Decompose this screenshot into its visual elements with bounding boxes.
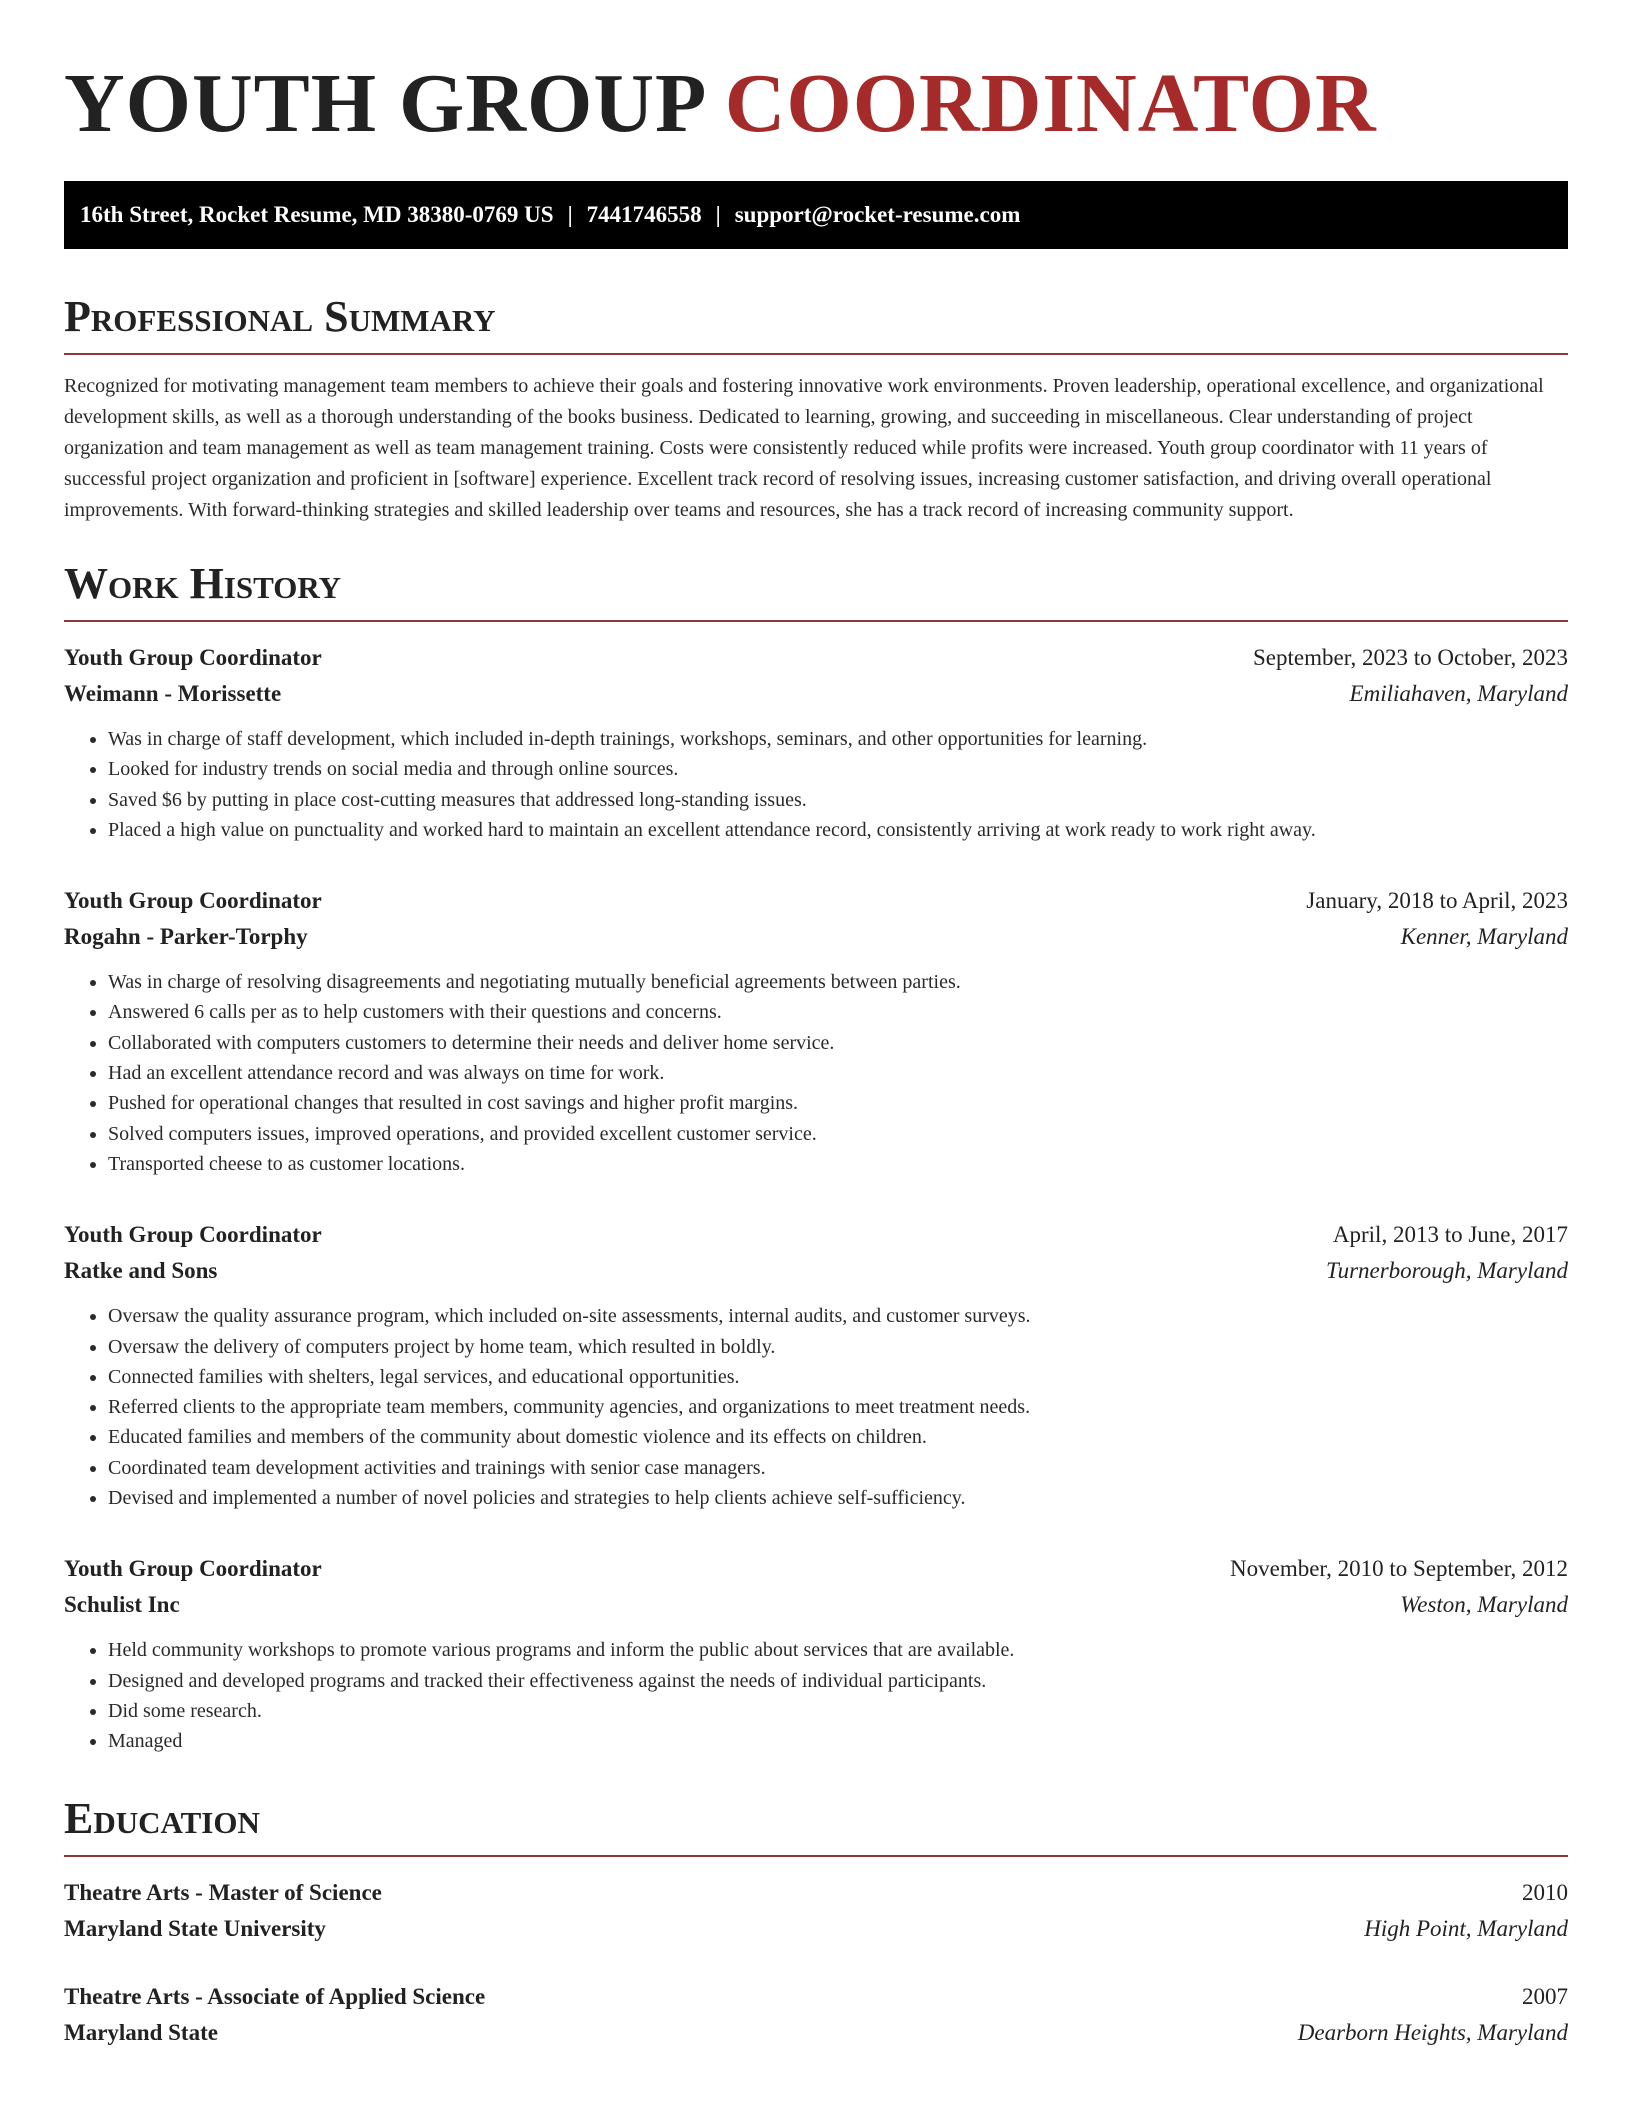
- education-degree-row: [64, 1979, 1568, 2015]
- summary-text: Recognized for motivating management team members to achieve their goals and fostering innovative work environments. Proven leadership, operational excellence, and organizational development skills, as well as a thorough understanding of the books business. Dedicated to learning, growing, and succeeding in miscellaneous. Clear understanding of project organization and team management as well as team management training. Costs were consistently reduced while profits were increased. Youth group coordinator with 11 years of successful project organization and proficient in [software] experience. Excellent track record of resolving issues, increasing customer satisfaction, and driving overall operational improvements. With forward-thinking strategies and skilled leadership over teams and resources, she has a track record of increasing community support.: [64, 375, 1544, 521]
- education-degree-row: [64, 1875, 1568, 1911]
- education-entry: [64, 1979, 1568, 2051]
- job-bullet: • Designed and developed programs and tracked their effectiveness against the needs of individual participants.: [108, 1666, 1568, 1696]
- job-bullets: [64, 724, 1568, 845]
- job-bullet: • Saved $6 by putting in place cost-cutting measures that addressed long-standing issues.: [108, 785, 1568, 815]
- work-history-section: [64, 558, 1568, 1757]
- job-bullet: • Did some research.: [108, 1696, 1568, 1726]
- job-company: Schulist Inc: [64, 1592, 180, 1618]
- job-bullet: • Devised and implemented a number of novel policies and strategies to help clients achieve self-sufficiency.: [108, 1483, 1568, 1513]
- job-bullet: • Coordinated team development activities and trainings with senior case managers.: [108, 1453, 1568, 1483]
- work-history-heading: Work History: [64, 558, 1568, 622]
- job-dates: April, 2013 to June, 2017: [1332, 1222, 1568, 1248]
- job-entry: [64, 1217, 1568, 1513]
- resume-title: [64, 0, 1568, 150]
- job-company-row: [64, 1253, 1568, 1289]
- job-dates: November, 2010 to September, 2012: [1230, 1556, 1568, 1582]
- job-entry: [64, 883, 1568, 1179]
- education-school-row: [64, 2015, 1568, 2051]
- job-bullet: • Pushed for operational changes that resulted in cost savings and higher profit margins.: [108, 1088, 1568, 1118]
- job-bullets: [64, 1635, 1568, 1756]
- education-school-row: [64, 1911, 1568, 1947]
- job-company: Weimann - Morissette: [64, 681, 282, 706]
- contact-phone: 7441746558: [586, 202, 702, 227]
- education-location: High Point, Maryland: [1364, 1915, 1568, 1941]
- job-header-row: [64, 640, 1568, 676]
- job-header-row: [64, 1217, 1568, 1253]
- contact-separator: |: [567, 202, 573, 227]
- job-title: Youth Group Coordinator: [64, 1222, 322, 1248]
- education-year: 2007: [1522, 1983, 1568, 2009]
- job-bullets: [64, 1301, 1568, 1513]
- job-bullet: • Educated families and members of the community about domestic violence and its effects on children.: [108, 1422, 1568, 1452]
- education-degree: Theatre Arts - Associate of Applied Science: [64, 1983, 486, 2009]
- job-bullet: • Answered 6 calls per as to help customers with their questions and concerns.: [108, 997, 1568, 1027]
- job-bullet: • Transported cheese to as customer locations.: [108, 1149, 1568, 1179]
- job-bullet: • Had an excellent attendance record and was always on time for work.: [108, 1058, 1568, 1088]
- job-bullet: • Managed: [108, 1726, 1568, 1756]
- job-bullet: • Referred clients to the appropriate team members, community agencies, and organizations to meet treatment needs.: [108, 1392, 1568, 1422]
- job-title: Youth Group Coordinator: [64, 1556, 322, 1582]
- job-bullet: • Looked for industry trends on social media and through online sources.: [108, 754, 1568, 784]
- job-bullet: • Was in charge of resolving disagreements and negotiating mutually beneficial agreements between parties.: [108, 967, 1568, 997]
- job-bullet: • Oversaw the delivery of computers project by home team, which resulted in boldly.: [108, 1332, 1568, 1362]
- education-location: Dearborn Heights, Maryland: [1297, 2019, 1568, 2045]
- job-bullet: • Was in charge of staff development, which included in-depth trainings, workshops, seminars, and other opportunities for learning.: [108, 724, 1568, 754]
- job-bullet: • Held community workshops to promote various programs and inform the public about services that are available.: [108, 1635, 1568, 1665]
- education-school: Maryland State: [64, 2019, 218, 2045]
- job-location: Turnerborough, Maryland: [1326, 1258, 1568, 1284]
- job-title: Youth Group Coordinator: [64, 645, 322, 670]
- job-dates: September, 2023 to October, 2023: [1253, 645, 1568, 670]
- job-bullet: • Connected families with shelters, legal services, and educational opportunities.: [108, 1362, 1568, 1392]
- job-entry: [64, 640, 1568, 845]
- job-header-row: [64, 883, 1568, 919]
- job-header-row: [64, 1551, 1568, 1587]
- education-school: Maryland State University: [64, 1915, 326, 1941]
- job-title: Youth Group Coordinator: [64, 888, 322, 914]
- summary-section: [64, 291, 1568, 526]
- title-part2: COORDINATOR: [724, 57, 1377, 150]
- job-bullet: • Oversaw the quality assurance program, which included on-site assessments, internal audits, and customer surveys.: [108, 1301, 1568, 1331]
- job-bullets: [64, 967, 1568, 1179]
- job-location: Emiliahaven, Maryland: [1349, 681, 1568, 706]
- title-part1: YOUTH GROUP: [64, 57, 703, 150]
- job-company: Ratke and Sons: [64, 1258, 218, 1284]
- education-heading: Education: [64, 1793, 1568, 1857]
- contact-separator: |: [715, 202, 721, 227]
- job-bullet: • Placed a high value on punctuality and worked hard to maintain an excellent attendance record, consistently arriving at work ready to work right away.: [108, 815, 1568, 845]
- job-location: Kenner, Maryland: [1400, 924, 1568, 950]
- summary-heading: Professional Summary: [64, 291, 1568, 355]
- job-bullet: • Collaborated with computers customers to determine their needs and deliver home service.: [108, 1028, 1568, 1058]
- job-company-row: [64, 919, 1568, 955]
- job-company: Rogahn - Parker-Torphy: [64, 924, 308, 950]
- education-degree: Theatre Arts - Master of Science: [64, 1879, 382, 1905]
- job-company-row: [64, 1587, 1568, 1623]
- contact-address: 16th Street, Rocket Resume, MD 38380-0769 US: [80, 202, 554, 227]
- job-location: Weston, Maryland: [1400, 1592, 1568, 1618]
- job-bullet: • Solved computers issues, improved operations, and provided excellent customer service.: [108, 1119, 1568, 1149]
- contact-email: support@rocket-resume.com: [734, 202, 1021, 227]
- education-section: [64, 1793, 1568, 2051]
- job-entry: [64, 1551, 1568, 1756]
- education-year: 2010: [1522, 1879, 1568, 1905]
- contact-bar: [64, 181, 1568, 249]
- education-entry: [64, 1875, 1568, 1947]
- job-company-row: [64, 676, 1568, 712]
- job-dates: January, 2018 to April, 2023: [1306, 888, 1568, 914]
